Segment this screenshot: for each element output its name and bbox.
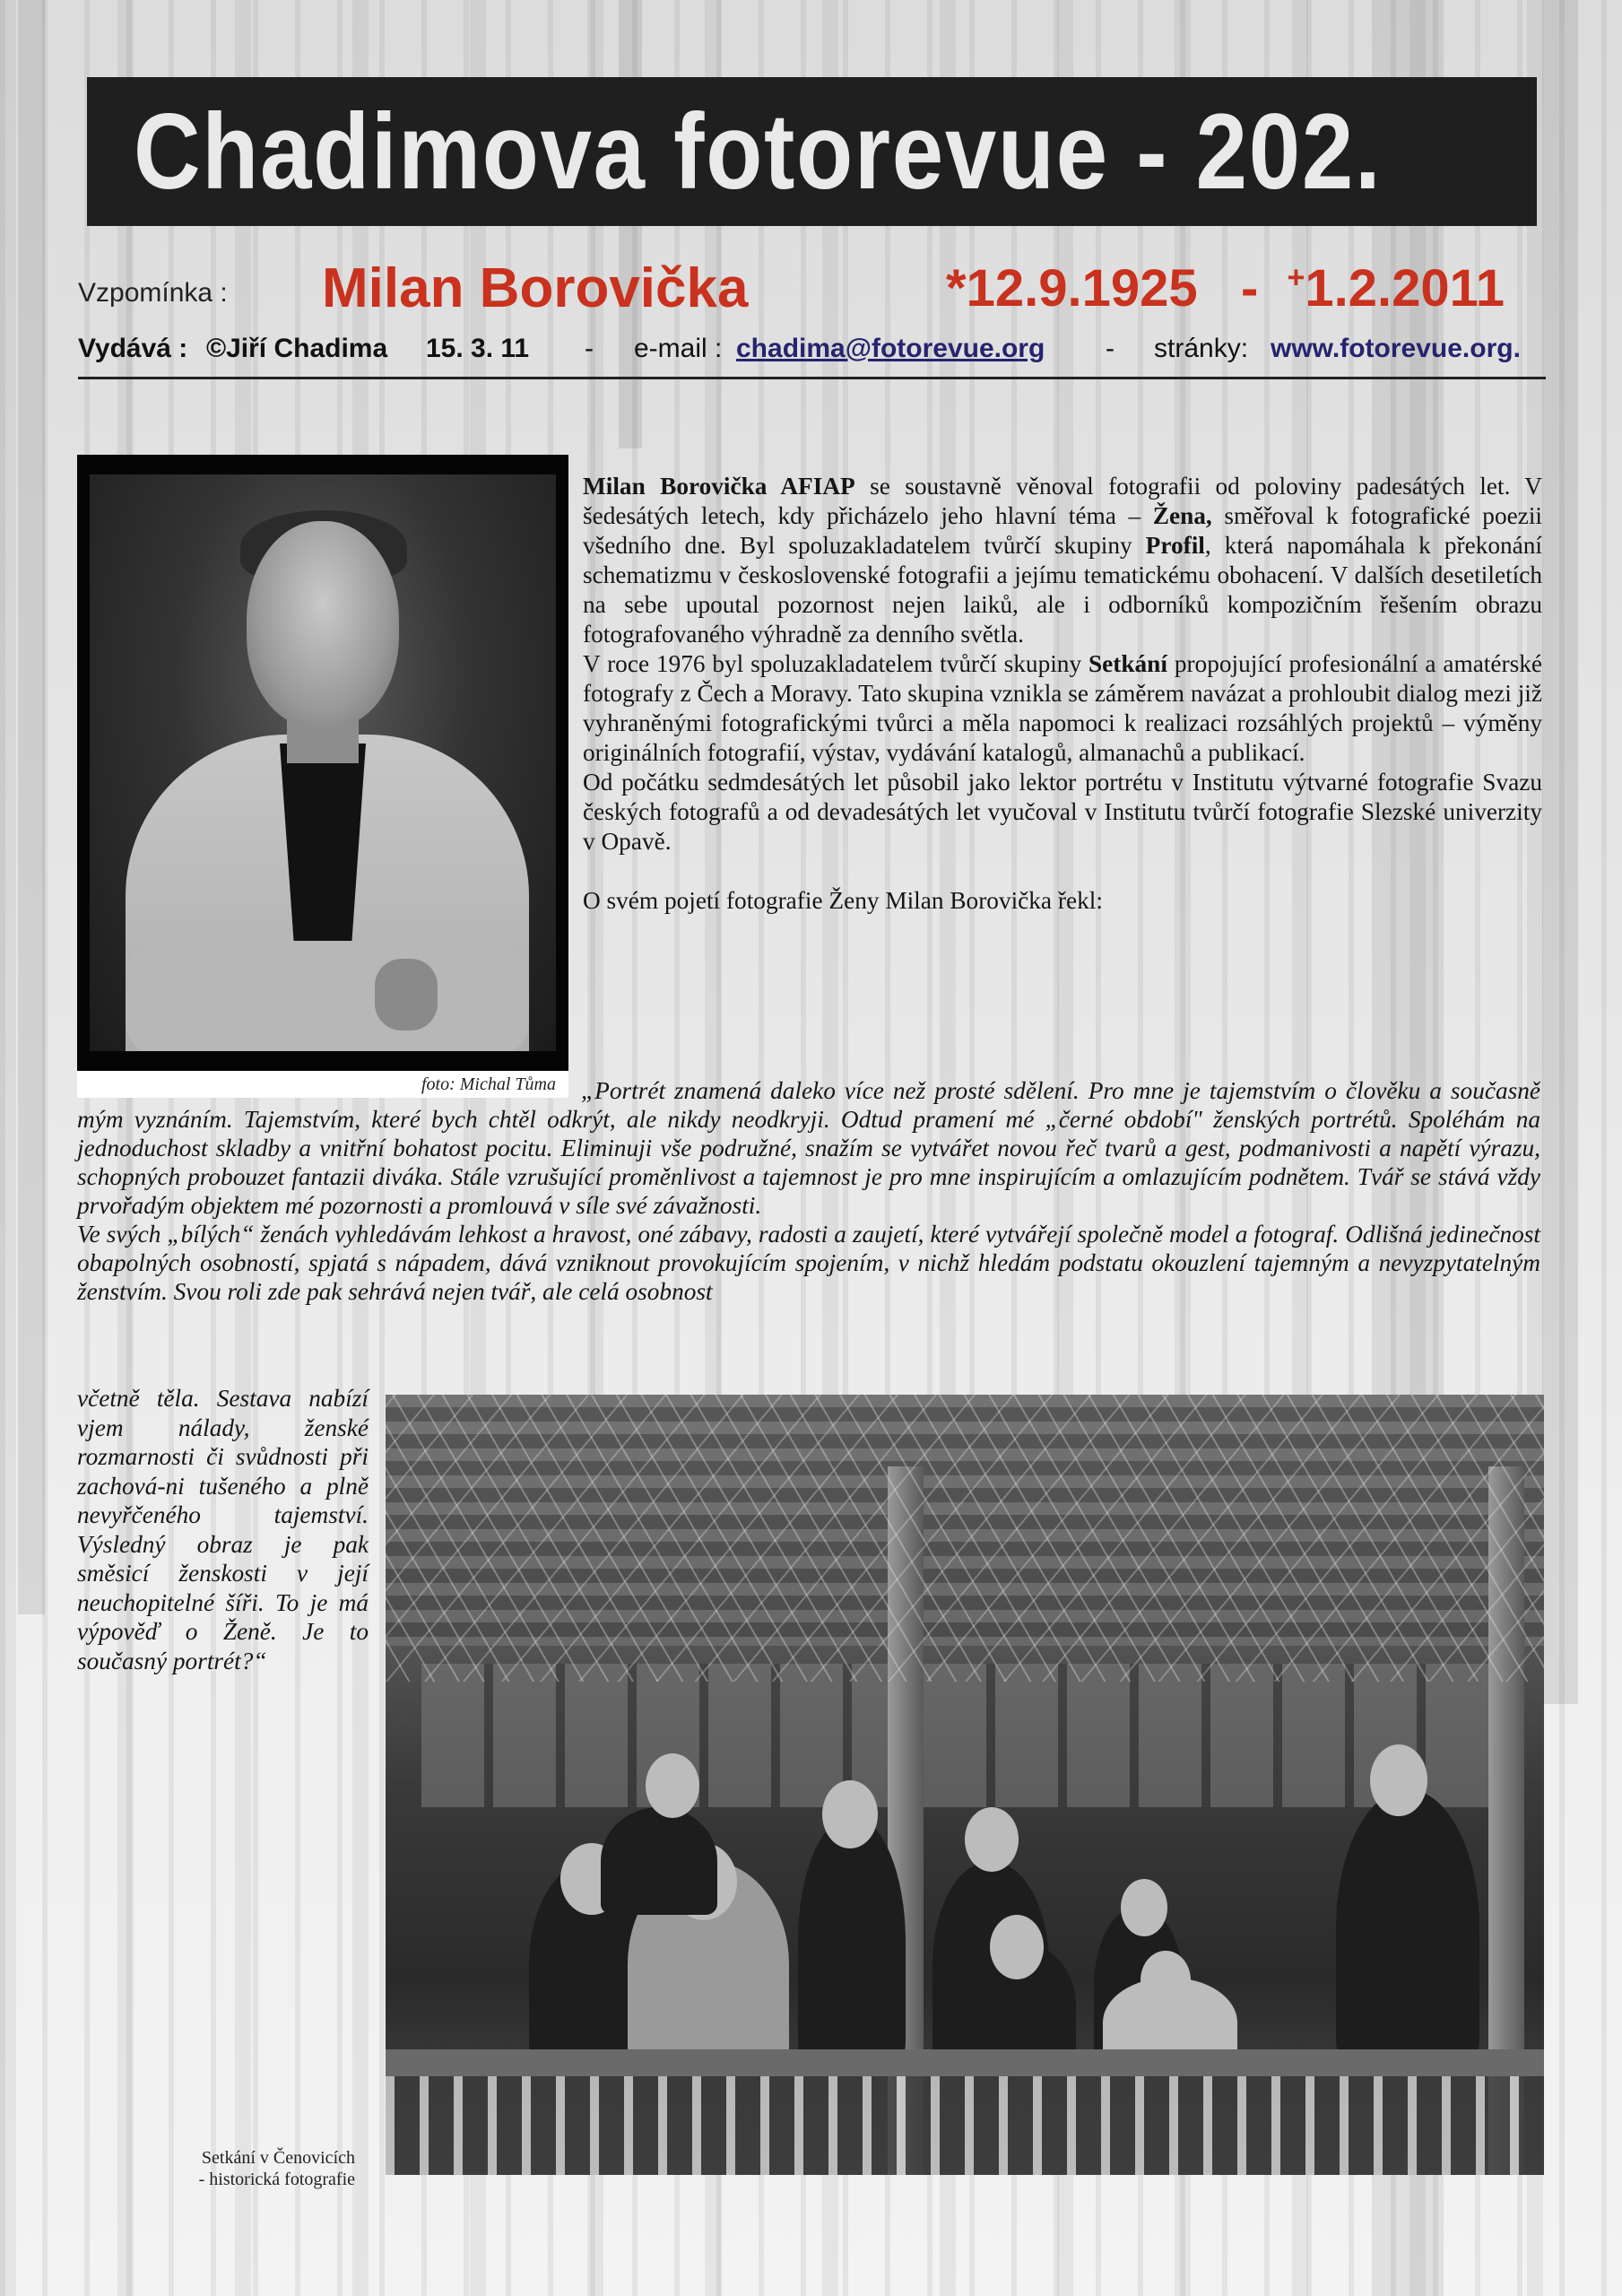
memorial-label: Vzpomínka :: [78, 278, 228, 308]
publisher-name: ©Jiří Chadima: [206, 334, 388, 363]
death-mark: +: [1287, 260, 1305, 295]
portrait-photo: [77, 455, 568, 1071]
publisher-label: Vydává :: [78, 334, 188, 363]
death-date: 1.2.2011: [1305, 259, 1505, 317]
header-divider: [78, 377, 1546, 379]
group-photo: [386, 1395, 1544, 2175]
quote-continuation: včetně těla. Sestava nabízí vjem nálady, ženské rozmarnosti či svůdnosti při zachová-ni tušeného a plně nevyřčeného tajemství. Výsledný obraz je pak směsicí ženskosti v její neuchopitelné šíři. To je má výpověď o Ženě. Je to současný portrét?“: [77, 1385, 369, 1674]
title-banner: [87, 77, 1537, 226]
separator: -: [1106, 334, 1115, 363]
tree-trunk-bg: [18, 0, 45, 1614]
bio-paragraph: Milan Borovička AFIAP se soustavně věnoval fotografii od poloviny padesátých let. V šedesátých letech, kdy přicházelo jeho hlavní téma – Žena, směřoval k fotografické poezii všedního dne. Byl spoluzakladatelem tvůrčí skupiny Profil, která napomáhala k překonání schematizmu v československé fotografii a jejímu tematickému obohacení. V dalších desetiletích na sebe upoutal pozornost nejen laiků, ale i odborníků kompozičním řešením obrazu fotografovaného výhradně za denního světla.: [583, 473, 1543, 648]
biography: [583, 472, 1542, 916]
page-title: Chadimova fotorevue - 202.: [134, 91, 1383, 212]
publisher-line: [78, 334, 1548, 373]
photo-credit: foto: Michal Tůma: [421, 1074, 556, 1094]
email-label: e-mail :: [634, 334, 723, 363]
memorial-name: Milan Borovička: [322, 257, 749, 319]
quote-block: [77, 1076, 1540, 1306]
issue-date: 15. 3. 11: [426, 334, 530, 363]
bio-paragraph: Od počátku sedmdesátých let působil jako lektor portrétu v Institutu výtvarné fotografie Svazu českých fotografů a od devadesátých let vyučoval v Institutu tvůrčí fotografie Slezské univerzity v Opavě.: [583, 769, 1542, 855]
bio-paragraph: V roce 1976 byl spoluzakladatelem tvůrčí skupiny Setkání propojující profesionální a amatérské fotografy z Čech a Moravy. Tato skupina vznikla se záměrem navázat a prohloubit dialog mezi již vyhraněnými fotografickými tvůrci a měla napomoci k realizaci rozsáhlých projektů – výměny originálních fotografií, výstav, vydávání katalogů, almanachů a publikací.: [583, 650, 1542, 766]
email-link[interactable]: chadima@fotorevue.org: [736, 334, 1045, 363]
web-link[interactable]: www.fotorevue.org.: [1271, 334, 1521, 363]
separator: -: [585, 334, 594, 363]
birth-date: *12.9.1925: [946, 259, 1198, 317]
quote-paragraph: „Portrét znamená daleko více než prosté sdělení. Pro mne je tajemstvím o člověku a současně mým vyznáním. Tajemstvím, které bych chtěl odkrýt, ale nikdy neodkryji. Odtud pramení mé „černé období" ženských portrétů. Spoléhám na jednoduchost skladby a vnitřní bohatost pocitu. Eliminuji vše podružné, snažím se vytvářet novou řeč tvarů a gest, podmanivosti a napětí výrazu, schopných probouzet fantazii diváka. Stále vzrušující proměnlivost a tajemnost je pro mne inspirujícím a omlazujícím podnětem. Tvář se stává vždy prvořadým objektem mé pozornosti a promlouvá v síle své závažnosti.: [77, 1077, 1540, 1219]
web-label: stránky:: [1154, 334, 1249, 363]
memorial-dates: [946, 258, 1505, 318]
group-photo-caption: Setkání v Čenovicích - historická fotografie: [198, 2148, 355, 2189]
quote-intro: O svém pojetí fotografie Ženy Milan Borovička řekl:: [583, 887, 1103, 914]
quote-paragraph: Ve svých „bílých“ ženách vyhledávám lehkost a hravost, oné zábavy, radosti a zaujetí, které vytvářejí společně model a fotograf. Odlišná jedinečnost obapolných osobností, spjatá s nápadem, dává vzniknout provokujícím spojením, v nichž hledám podstatu okouzlení tajemným a nevyzpytatelným ženstvím. Svou roli zde pak sehrává nejen tvář, ale celá osobnost: [77, 1221, 1540, 1305]
tree-trunk-bg: [1542, 0, 1578, 1704]
memorial-header: [78, 251, 1540, 323]
portrait-image: [90, 474, 556, 1051]
date-separator: -: [1240, 259, 1259, 317]
